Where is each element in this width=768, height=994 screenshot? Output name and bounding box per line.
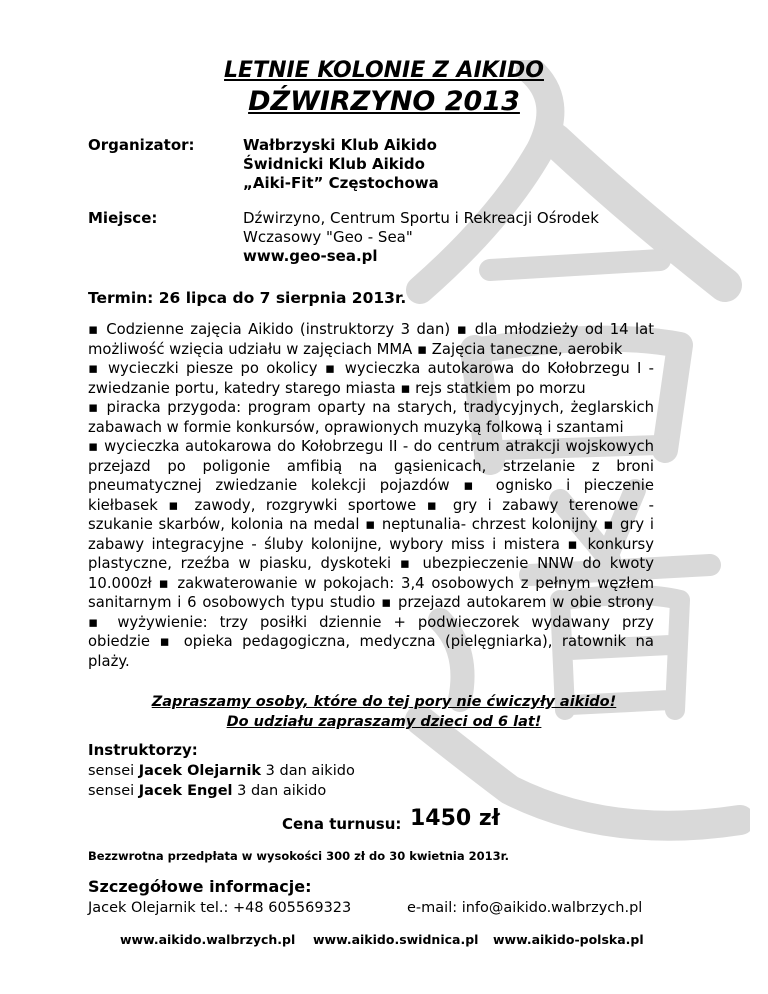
program-item: ubezpieczenie NNW do kwoty 10.000zł [88, 555, 654, 592]
program-item: wycieczka autokarowa do Kołobrzegu I - zwiedzanie portu, katedry starego miasta [88, 360, 655, 397]
instructor-prefix: sensei [88, 783, 139, 799]
place-line: Dźwirzyno, Centrum Sportu i Rekreacji Ośrodek [243, 209, 599, 227]
place-website-link[interactable]: www.geo-sea.pl [243, 247, 378, 265]
program-item: zakwaterowanie w pokojach: 3,4 osobowych z pełnym węzłem sanitarnym i 6 osobowych typu studio [88, 574, 654, 611]
program-item: piracka przygoda: program oparty na starych, tradycyjnych, żeglarskich zabawach w formie konkursów, oprawionych muzyką folkową i szantami [88, 399, 654, 436]
program-item: rejs statkiem po morzu [410, 379, 586, 397]
program-item: przejazd autokarem w obie strony [392, 594, 654, 611]
title-line-2: DŹWIRZYNO 2013 [248, 86, 520, 117]
organizer-item: Świdnicki Klub Aikido [243, 155, 425, 173]
bullet-icon: ▪ [88, 321, 100, 338]
title-line-1: LETNIE KOLONIE Z AIKIDO [224, 58, 544, 83]
bullet-icon: ▪ [88, 438, 99, 455]
contact-email-link[interactable]: e-mail: info@aikido.walbrzych.pl [407, 900, 643, 916]
invite-line-2: Do udziału zapraszamy dzieci od 6 lat! [226, 714, 542, 730]
place-details [243, 209, 599, 266]
program-item: wycieczki piesze po okolicy [100, 360, 325, 377]
program-item: ognisko i pieczenie kiełbasek [88, 477, 654, 514]
bullet-icon: ▪ [168, 496, 185, 514]
instructor-prefix: sensei [88, 763, 139, 779]
bullet-icon: ▪ [159, 633, 175, 650]
price-value: 1450 zł [410, 806, 500, 831]
instructor-name: Jacek Engel [138, 783, 233, 799]
instructor-name: Jacek Olejarnik [138, 763, 262, 779]
bullet-icon: ▪ [158, 574, 171, 592]
place-label: Miejsce: [88, 209, 158, 227]
bullet-icon: ▪ [426, 496, 443, 514]
price-label: Cena turnusu: [282, 815, 402, 833]
organizer-item: Wałbrzyski Klub Aikido [243, 136, 437, 154]
organizer-label: Organizator: [88, 136, 195, 154]
program-item: Zajęcia taneczne, aerobik [427, 340, 623, 358]
organizer-list [243, 136, 439, 193]
instructor-rank: 3 dan aikido [232, 783, 327, 799]
program-item: Codzienne zajęcia Aikido (instruktorzy 3 dan) [99, 321, 457, 338]
bullet-icon: ▪ [567, 535, 581, 553]
bullet-icon: ▪ [463, 477, 483, 494]
bullet-icon: ▪ [381, 594, 393, 611]
bullet-icon: ▪ [399, 555, 414, 572]
organizer-item: „Aiki-Fit” Częstochowa [243, 174, 439, 192]
instructor-row [88, 763, 355, 779]
instructor-row [88, 783, 326, 799]
invite-line-1: Zapraszamy osoby, które do tej pory nie ćwiczyły aikido! [151, 694, 617, 710]
footer-link-swidnica[interactable]: www.aikido.swidnica.pl [313, 932, 479, 947]
bullet-icon: ▪ [400, 379, 411, 397]
program-item: dla młodzieży od 14 lat możliwość wzięcia udziału w zajęciach MMA [88, 321, 655, 358]
bullet-icon: ▪ [456, 321, 469, 338]
bullet-icon: ▪ [603, 516, 615, 533]
footer-link-walbrzych[interactable]: www.aikido.walbrzych.pl [120, 932, 296, 947]
program-item: wyżywienie: trzy posiłki dziennie + podwieczorek wydawany przy obiedzie [88, 613, 655, 650]
contact-phone: Jacek Olejarnik tel.: +48 605569323 [88, 900, 352, 916]
program-item: wycieczka autokarowa do Kołobrzegu II - do centrum atrakcji wojskowych przejazd po poligonie amfibią na gąsienicach, strzelanie z broni pneumatycznej zwiedzanie kolekcji pojazdów [88, 438, 654, 494]
bullet-icon: ▪ [365, 516, 377, 533]
program-item: neptunalia- chrzest kolonijny [376, 516, 604, 533]
bullet-icon: ▪ [88, 399, 100, 416]
program-description [88, 320, 654, 671]
deposit-note: Bezzwrotna przedpłata w wysokości 300 zł do 30 kwietnia 2013r. [88, 849, 510, 863]
details-label: Szczegółowe informacje: [88, 877, 312, 896]
program-item: konkursy plastyczne, rzeźba w piasku, dyskoteki [88, 535, 655, 572]
instructors-label: Instruktorzy: [88, 741, 198, 759]
bullet-icon: ▪ [324, 360, 338, 377]
term-dates: Termin: 26 lipca do 7 sierpnia 2013r. [88, 289, 407, 307]
program-item: opieka pedagogiczna, medyczna (pielęgniarka), ratownik na plaży. [88, 633, 654, 670]
bullet-icon: ▪ [88, 613, 106, 631]
place-line: Wczasowy "Geo - Sea" [243, 228, 413, 246]
instructor-rank: 3 dan aikido [261, 763, 355, 779]
footer-link-polska[interactable]: www.aikido-polska.pl [493, 932, 644, 947]
bullet-icon: ▪ [88, 360, 101, 377]
program-item: gry i zabawy integracyjne - śluby kolonijne, wybory miss i mistera [88, 516, 655, 553]
program-item: zawody, rozgrywki sportowe [184, 496, 427, 514]
program-item: gry i zabawy terenowe - szukanie skarbów, kolonia na medal [88, 496, 655, 533]
bullet-icon: ▪ [417, 340, 428, 358]
